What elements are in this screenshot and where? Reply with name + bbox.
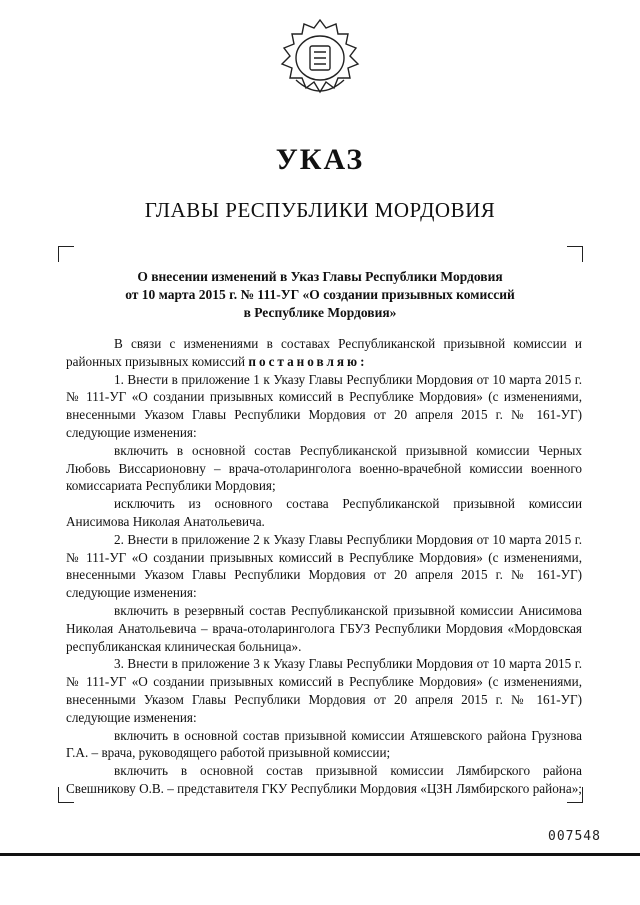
body-paragraph: 1. Внести в приложение 1 к Указу Главы Республики Мордовия от 10 марта 2015 г. № 111-УГ «О создании призывных комиссий в Республике Мордовия» (с изменениями, внесенными Указом Главы Республики Мордовия от 20 апреля 2015 г. № 161-УГ) следующие изменения:	[66, 371, 582, 440]
decree-keyword: постановляю:	[248, 353, 368, 369]
body-paragraph: исключить из основного состава Республиканской призывной комиссии Анисимова Николая Анатольевича.	[66, 496, 582, 529]
corner-mark-top-left	[58, 246, 74, 262]
decree-subject	[90, 268, 550, 322]
coat-of-arms-icon	[272, 14, 368, 104]
body-paragraph: 3. Внести в приложение 3 к Указу Главы Республики Мордовия от 10 марта 2015 г. № 111-УГ «О создании призывных комиссий в Республике Мордовия» (с изменениями, внесенными Указом Главы Республики Мордовия от 20 апреля 2015 г. № 161-УГ) следующие изменения:	[66, 656, 582, 725]
subject-line: в Республике Мордовия»	[243, 305, 397, 320]
subject-line: О внесении изменений в Указ Главы Республики Мордовия	[137, 269, 503, 284]
body-paragraph: 2. Внести в приложение 2 к Указу Главы Республики Мордовия от 10 марта 2015 г. № 111-УГ «О создании призывных комиссий в Республике Мордовия» (с изменениями, внесенными Указом Главы Республики Мордовия от 20 апреля 2015 г. № 161-УГ) следующие изменения:	[66, 531, 582, 601]
body-paragraph: включить в основной состав призывной комиссии Атяшевского района Грузнова Г.А. – врача, руководящего работой призывной комиссии;	[66, 727, 582, 761]
bottom-scan-border	[0, 853, 640, 856]
body-paragraph: включить в основной состав призывной комиссии Лямбирского района Свешникову О.В. – представителя ГКУ Республики Мордовия «ЦЗН Лямбирского района»;	[66, 763, 582, 796]
intro-paragraph	[66, 335, 582, 371]
intro-text: В связи с изменениями в составах Республиканской призывной комиссии и районных призывных комиссий	[66, 336, 582, 369]
subject-line: от 10 марта 2015 г. № 111-УГ «О создании призывных комиссий	[125, 287, 515, 302]
decree-body	[66, 335, 582, 798]
body-paragraph: включить в основной состав Республиканской призывной комиссии Черных Любовь Виссарионовну – врача-отоларинголога военно-врачебной комиссии военного комиссариата Республики Мордовия;	[66, 442, 582, 494]
body-paragraph: включить в резервный состав Республиканской призывной комиссии Анисимова Николая Анатольевича – врача-отоларинголога ГБУЗ Республики Мордовия «Мордовская республиканская клиническая больница».	[66, 602, 582, 654]
serial-number-stamp: 007548	[548, 829, 601, 844]
corner-mark-top-right	[567, 246, 583, 262]
issuer-title: ГЛАВЫ РЕСПУБЛИКИ МОРДОВИЯ	[144, 198, 496, 222]
document-type-title: УКАЗ	[275, 143, 365, 176]
